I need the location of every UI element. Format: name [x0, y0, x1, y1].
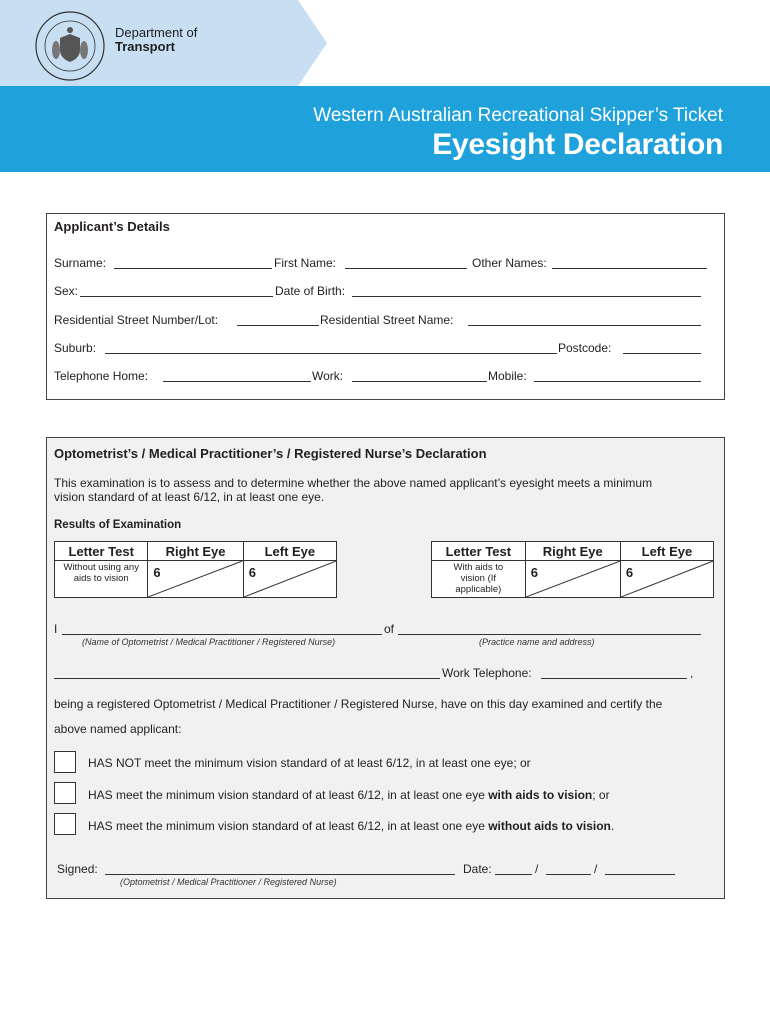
diagonal-divider	[526, 561, 620, 597]
declaration-heading: Optometrist’s / Medical Practitioner’s / Registered Nurse’s Declaration	[54, 446, 487, 461]
telephone-home-label: Telephone Home:	[54, 369, 149, 383]
practice-address-field[interactable]	[398, 634, 701, 635]
practitioner-name-field[interactable]	[62, 634, 382, 635]
right-eye-header: Right Eye	[525, 542, 620, 561]
surname-field[interactable]	[114, 268, 272, 269]
i-label: I	[54, 622, 58, 636]
left-eye-header: Left Eye	[620, 542, 713, 561]
department-line1: Department of	[115, 25, 198, 40]
signature-field[interactable]	[105, 874, 455, 875]
date-separator-2: /	[594, 862, 598, 876]
option-met-without-aids-text: HAS meet the minimum vision standard of at least 6/12, in at least one eye	[88, 819, 489, 833]
diagonal-divider	[621, 561, 713, 597]
suburb-label: Suburb:	[54, 341, 97, 355]
diagonal-divider	[148, 561, 242, 597]
department-line2: Transport	[115, 39, 175, 54]
street-name-label: Residential Street Name:	[320, 313, 454, 327]
left-eye-header: Left Eye	[243, 542, 336, 561]
telephone-home-field[interactable]	[163, 381, 311, 382]
right-eye-header: Right Eye	[148, 542, 243, 561]
option-met-with-aids-end: ; or	[592, 788, 610, 802]
option-met-without-aids	[88, 819, 614, 833]
street-name-field[interactable]	[468, 325, 701, 326]
option-met-without-aids-end: .	[610, 819, 615, 833]
option-has-not-met: HAS NOT meet the minimum vision standard of at least 6/12, in at least one eye; or	[88, 756, 531, 770]
practice-address-field-2[interactable]	[54, 678, 440, 679]
left-eye-result-without-aids[interactable]	[243, 561, 336, 598]
date-month-field[interactable]	[546, 874, 591, 875]
other-names-label: Other Names:	[472, 256, 547, 270]
dob-field[interactable]	[352, 296, 701, 297]
met-with-aids-checkbox[interactable]	[54, 782, 76, 804]
first-name-label: First Name:	[274, 256, 337, 270]
practitioner-name-note: (Name of Optometrist / Medical Practitioner / Registered Nurse)	[82, 637, 336, 647]
mobile-field[interactable]	[534, 381, 701, 382]
work-phone-field[interactable]	[352, 381, 487, 382]
right-eye-numerator: 6	[530, 565, 538, 580]
option-met-with-aids	[88, 788, 610, 802]
condition-with-aids: With aids to vision (If applicable)	[432, 561, 526, 598]
sex-field[interactable]	[80, 296, 273, 297]
date-label: Date:	[463, 862, 492, 876]
postcode-field[interactable]	[623, 353, 701, 354]
left-eye-result-with-aids[interactable]	[620, 561, 713, 598]
suburb-field[interactable]	[105, 353, 557, 354]
condition-without-aids: Without using any aids to vision	[55, 561, 148, 598]
signature-note: (Optometrist / Medical Practitioner / Registered Nurse)	[120, 877, 337, 887]
of-label: of	[384, 622, 395, 636]
signed-label: Signed:	[57, 862, 98, 876]
right-eye-result-with-aids[interactable]	[525, 561, 620, 598]
intro-line-2: vision standard of at least 6/12, in at least one eye.	[54, 490, 325, 504]
right-eye-result-without-aids[interactable]	[148, 561, 243, 598]
work-label: Work:	[312, 369, 344, 383]
with-aids-emphasis: with aids to vision	[488, 788, 593, 802]
left-eye-numerator: 6	[625, 565, 634, 580]
applicant-details-heading: Applicant’s Details	[54, 219, 170, 234]
has-not-met-checkbox[interactable]	[54, 751, 76, 773]
without-aids-emphasis: without aids to vision	[488, 819, 611, 833]
dob-label: Date of Birth:	[275, 284, 346, 298]
work-telephone-field[interactable]	[541, 678, 687, 679]
certify-line-2: above named applicant:	[54, 722, 182, 736]
other-names-field[interactable]	[552, 268, 707, 269]
first-name-field[interactable]	[345, 268, 467, 269]
intro-line-1: This examination is to assess and to determine whether the above named applicant’s eyesight meets a minimum	[54, 476, 653, 490]
diagonal-divider	[244, 561, 336, 597]
comma: ,	[690, 666, 694, 680]
date-year-field[interactable]	[605, 874, 675, 875]
option-met-with-aids-text: HAS meet the minimum vision standard of at least 6/12, in at least one eye	[88, 788, 489, 802]
results-heading: Results of Examination	[54, 519, 182, 531]
results-table-without-aids	[54, 541, 337, 598]
letter-test-header: Letter Test	[432, 542, 526, 561]
postcode-label: Postcode:	[558, 341, 612, 355]
practice-address-note: (Practice name and address)	[479, 637, 595, 647]
form-title: Eyesight Declaration	[432, 128, 723, 161]
street-number-field[interactable]	[237, 325, 319, 326]
letter-test-header: Letter Test	[55, 542, 148, 561]
mobile-label: Mobile:	[488, 369, 527, 383]
surname-label: Surname:	[54, 256, 107, 270]
met-without-aids-checkbox[interactable]	[54, 813, 76, 835]
government-crest-icon	[34, 10, 106, 82]
date-day-field[interactable]	[495, 874, 532, 875]
department-logo-text	[115, 26, 197, 54]
date-separator-1: /	[535, 862, 539, 876]
certify-line-1: being a registered Optometrist / Medical Practitioner / Registered Nurse, have on this day examined and certify the	[54, 697, 663, 711]
right-eye-numerator: 6	[153, 565, 161, 580]
results-table-with-aids	[431, 541, 714, 598]
street-number-label: Residential Street Number/Lot:	[54, 313, 219, 327]
sex-label: Sex:	[54, 284, 79, 298]
left-eye-numerator: 6	[248, 565, 256, 580]
form-subtitle: Western Australian Recreational Skipper’s Ticket	[313, 105, 723, 126]
work-telephone-label: Work Telephone:	[442, 666, 532, 680]
